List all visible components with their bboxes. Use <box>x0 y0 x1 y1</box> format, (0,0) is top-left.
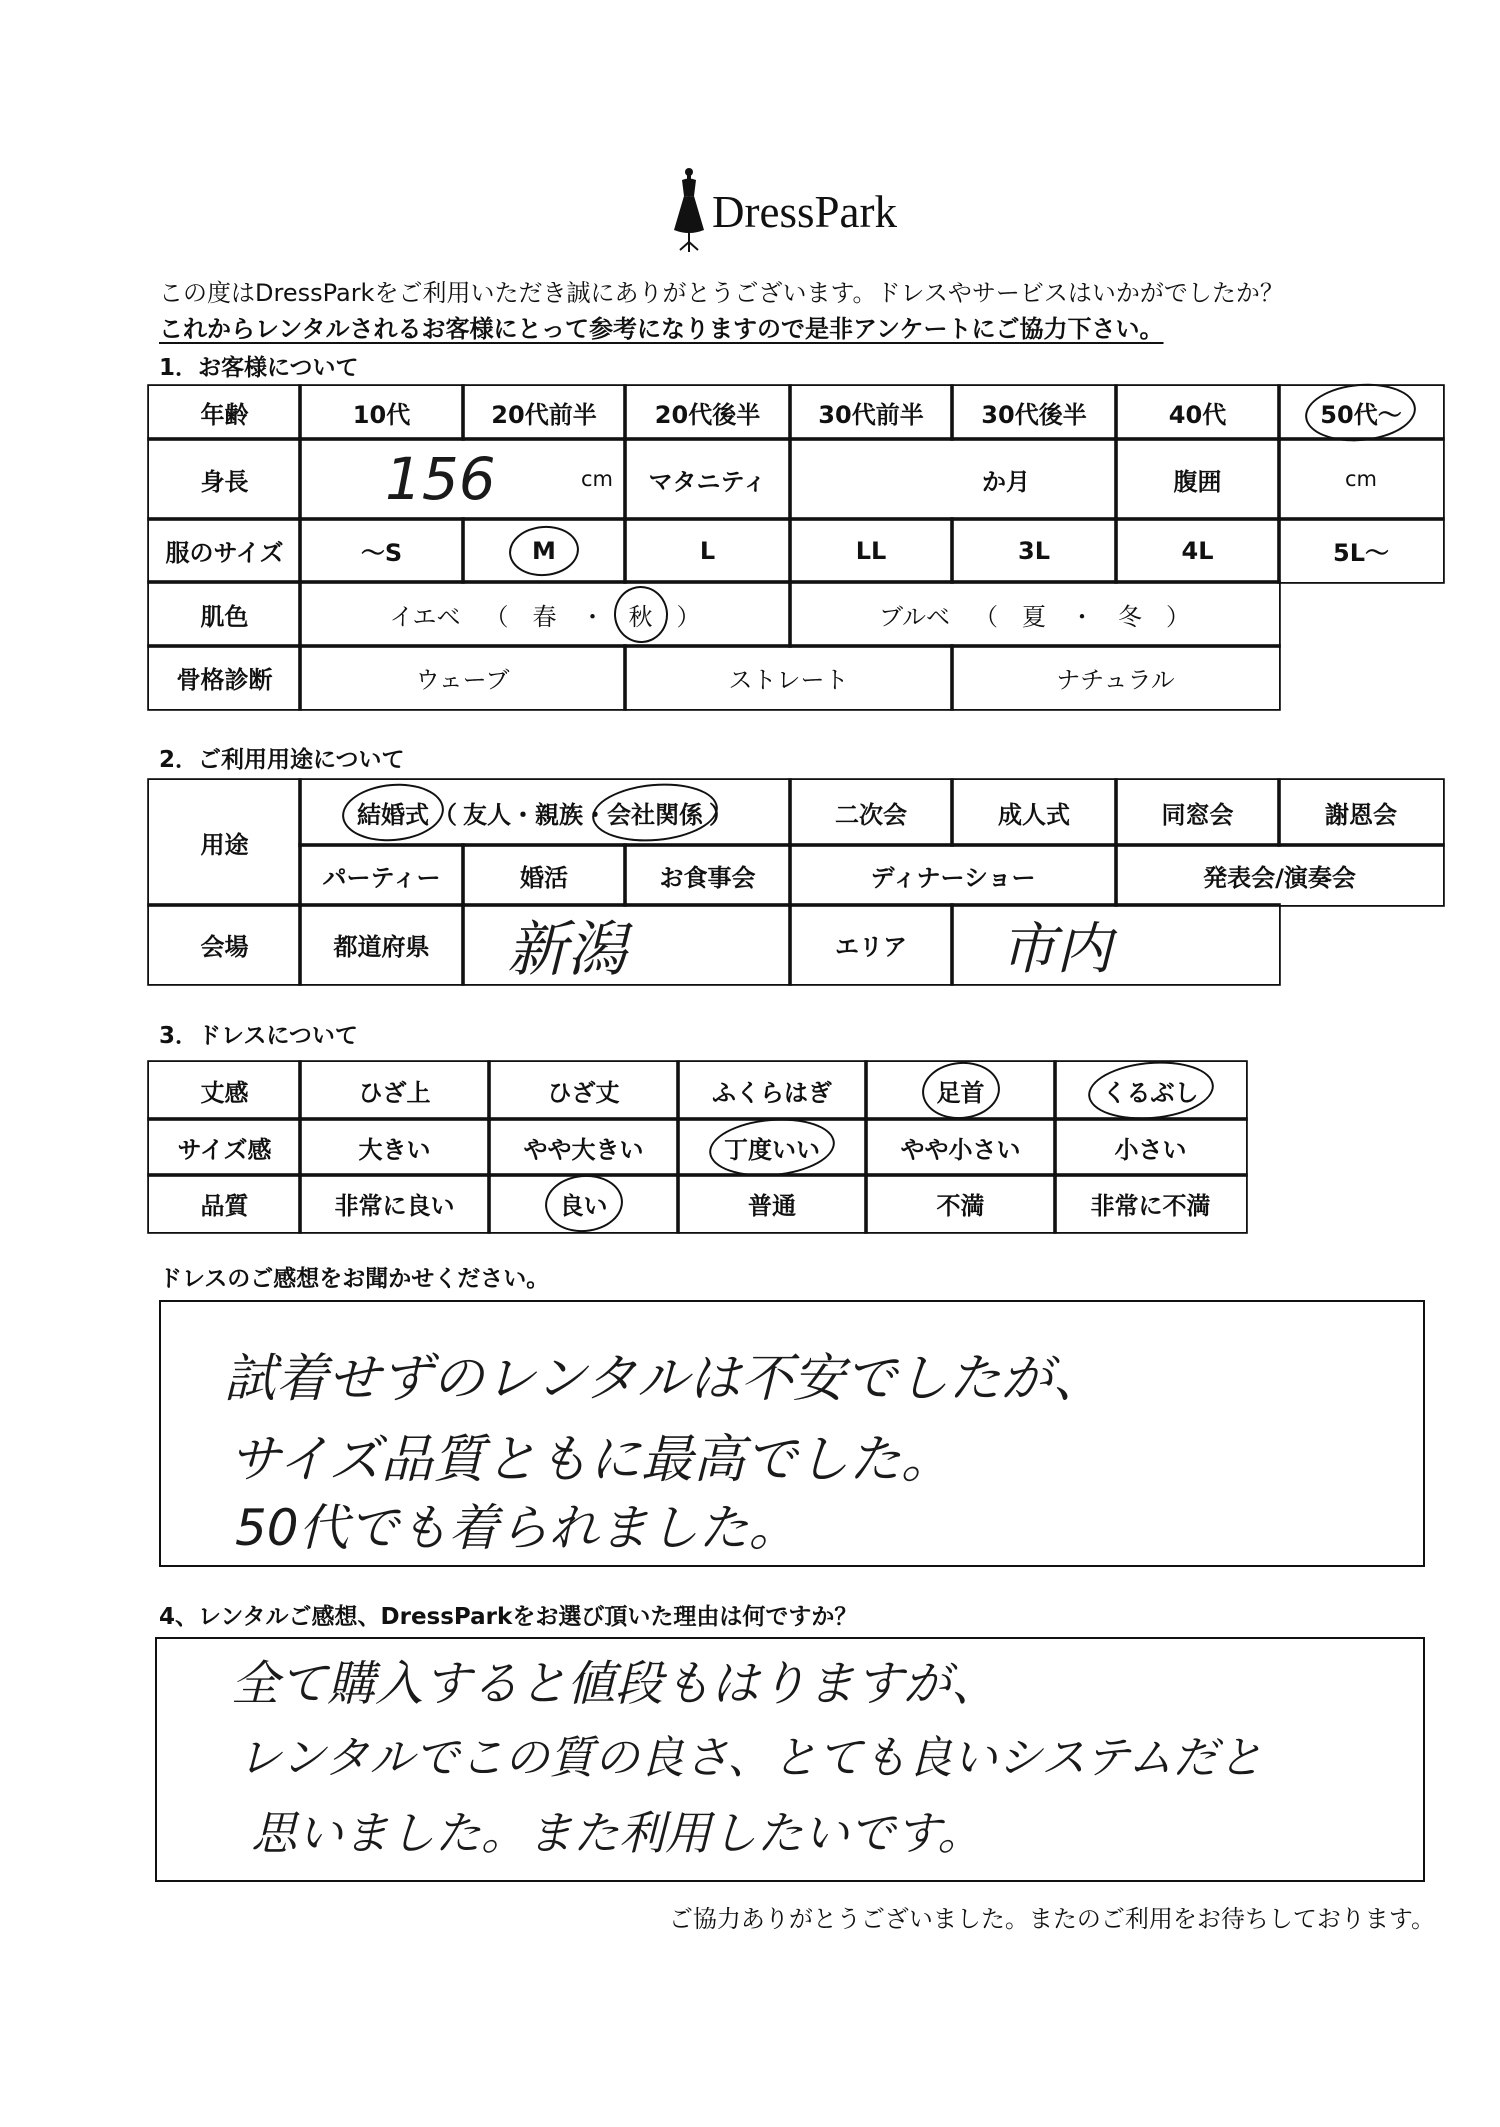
skin-option-autumn: 秋 <box>629 597 653 632</box>
height-value-cell <box>300 439 625 519</box>
age-cell <box>463 386 625 439</box>
fit-cell <box>1055 1119 1246 1175</box>
open-paren: （ <box>433 801 457 829</box>
size-option: 3L <box>1018 536 1050 565</box>
fit-option: 小さい <box>1114 1135 1187 1164</box>
size-option: 4L <box>1181 536 1214 565</box>
dress-comment-box <box>159 1300 1425 1567</box>
prefecture-value-cell <box>463 905 790 984</box>
area-value-cell <box>952 905 1279 984</box>
close-paren: ） <box>709 801 733 829</box>
reason-comment-line: レンタルでこの質の良さ、とても良いシステムだと <box>237 1731 1263 1784</box>
quality-cell <box>1055 1175 1246 1232</box>
wedding-friend-option: 友人 <box>463 801 511 829</box>
age-cell <box>300 386 463 439</box>
size-option: LL <box>855 536 887 565</box>
dress-comment-line: 試着せずのレンタルは不安でしたが、 <box>224 1349 1105 1409</box>
yellow-base-label: イエベ <box>389 602 461 631</box>
venue-label: 会場 <box>149 905 300 984</box>
open-paren: （ <box>974 602 999 631</box>
size-cell <box>300 519 463 582</box>
maternity-unit: か月 <box>982 467 1030 496</box>
age-cell <box>790 386 952 439</box>
blue-base-label: ブルベ <box>878 602 951 631</box>
length-option: ふくらはぎ <box>712 1079 832 1107</box>
quality-option: 普通 <box>748 1192 796 1220</box>
area-label: エリア <box>790 905 952 984</box>
quality-cell <box>489 1175 678 1232</box>
area-value: 市内 <box>1000 916 1112 982</box>
wedding-company-option: 会社関係 <box>607 795 703 830</box>
length-option: ひざ丈 <box>547 1079 620 1107</box>
customer-table <box>149 386 1443 709</box>
prefecture-label: 都道府県 <box>300 905 463 984</box>
intro-line-2: これからレンタルされるお客様にとって参考になりますので是非アンケートにご協力下さい。 <box>159 315 1164 343</box>
fit-label: サイズ感 <box>149 1119 300 1175</box>
fit-option: 丁度いい <box>724 1130 820 1165</box>
size-cell <box>1279 519 1443 582</box>
usage-option-after-party: 二次会 <box>835 801 907 829</box>
dress-comment-prompt: ドレスのご感想をお聞かせください。 <box>159 1266 550 1292</box>
fit-cell <box>866 1119 1055 1175</box>
fit-option: やや大きい <box>523 1135 644 1164</box>
length-option: ひざ上 <box>358 1079 431 1107</box>
size-cell <box>625 519 790 582</box>
skeleton-cell <box>952 646 1279 709</box>
age-option: 20代後半 <box>654 401 761 429</box>
usage-option-reunion: 同窓会 <box>1161 801 1234 829</box>
fit-option: 大きい <box>358 1135 431 1164</box>
size-cell <box>463 519 625 582</box>
separator: ・ <box>1070 602 1095 631</box>
age-option: 10代 <box>352 401 411 429</box>
separator: ・ <box>583 801 607 829</box>
quality-cell <box>300 1175 489 1232</box>
size-cell <box>1116 519 1279 582</box>
skin-option-winter: 冬 <box>1118 602 1143 631</box>
maternity-label: マタニティ <box>625 439 790 519</box>
open-paren: （ <box>484 602 509 631</box>
maternity-months-cell <box>790 439 1116 519</box>
skeleton-label: 骨格診断 <box>149 646 300 709</box>
quality-option: 非常に良い <box>334 1192 455 1220</box>
age-option: 50代～ <box>1320 395 1401 430</box>
skeleton-option-natural: ナチュラル <box>1056 666 1175 694</box>
usage-cell <box>1116 780 1279 845</box>
usage-table <box>149 780 1443 984</box>
length-option: 足首 <box>937 1073 985 1108</box>
skin-label: 肌色 <box>149 582 300 646</box>
age-option: 30代前半 <box>818 401 924 429</box>
skeleton-cell <box>300 646 625 709</box>
height-value: 156 <box>385 445 496 513</box>
section-1-heading: 1．お客様について <box>159 355 359 381</box>
usage-option-matchmaking: 婚活 <box>520 863 568 892</box>
skin-option-summer: 夏 <box>1022 602 1047 631</box>
skin-yellow-base-cell <box>300 582 790 646</box>
length-cell <box>489 1062 678 1119</box>
dress-comment-line: 50代でも着られました。 <box>235 1499 799 1557</box>
skin-option-spring: 春 <box>532 602 557 631</box>
reason-comment-line: 全て購入すると値段もはりますが、 <box>231 1656 1000 1712</box>
separator: ・ <box>511 801 535 829</box>
fit-cell <box>678 1119 866 1175</box>
quality-cell <box>678 1175 866 1232</box>
length-option: くるぶし <box>1103 1073 1199 1108</box>
quality-cell <box>866 1175 1055 1232</box>
skeleton-cell <box>625 646 952 709</box>
close-paren: ） <box>1166 602 1191 631</box>
fit-option: やや小さい <box>900 1135 1021 1164</box>
usage-cell <box>300 845 463 905</box>
close-paren: ） <box>676 602 701 631</box>
length-label: 丈感 <box>149 1062 300 1119</box>
dress-comment-line: サイズ品質ともに最高でした。 <box>229 1430 953 1490</box>
usage-cell <box>952 780 1116 845</box>
usage-option-thanks-party: 謝恩会 <box>1325 801 1397 829</box>
size-option: M <box>524 537 564 565</box>
age-cell <box>1116 386 1279 439</box>
usage-cell <box>625 845 790 905</box>
skeleton-option-straight: ストレート <box>728 666 849 694</box>
usage-option-coming-of-age: 成人式 <box>998 801 1070 829</box>
age-option: 30代後半 <box>981 401 1087 429</box>
quality-option: 非常に不満 <box>1090 1192 1211 1220</box>
quality-label: 品質 <box>149 1175 300 1232</box>
quality-option: 不満 <box>936 1192 985 1220</box>
waist-unit: cm <box>1279 439 1443 519</box>
quality-option: 良い <box>560 1186 608 1221</box>
age-cell <box>952 386 1116 439</box>
fit-cell <box>489 1119 678 1175</box>
height-label: 身長 <box>149 439 300 519</box>
size-cell <box>952 519 1116 582</box>
size-option: ～S <box>360 539 403 567</box>
age-cell <box>625 386 790 439</box>
purpose-label: 用途 <box>149 780 300 905</box>
dress-table <box>149 1062 1246 1232</box>
dress-form-icon <box>672 166 706 252</box>
separator: ・ <box>580 602 605 631</box>
wedding-family-option: 親族 <box>535 801 583 829</box>
usage-option-dinner: お食事会 <box>659 863 756 892</box>
reason-comment-box <box>155 1637 1425 1882</box>
wedding-cell <box>300 780 790 845</box>
length-cell <box>1055 1062 1246 1119</box>
length-cell <box>678 1062 866 1119</box>
prefecture-value: 新潟 <box>507 914 627 985</box>
size-label: 服のサイズ <box>149 519 300 582</box>
size-option: L <box>699 536 716 565</box>
usage-option-recital: 発表会/演奏会 <box>1203 863 1356 892</box>
height-unit: cm <box>580 467 613 491</box>
wedding-option: 結婚式 <box>357 795 429 830</box>
fit-cell <box>300 1119 489 1175</box>
age-option: 20代前半 <box>491 401 597 429</box>
waist-label: 腹囲 <box>1116 439 1279 519</box>
skeleton-option-wave: ウェーブ <box>415 666 510 694</box>
skin-blue-base-cell <box>790 582 1279 646</box>
usage-cell <box>790 845 1116 905</box>
usage-option-party: パーティー <box>322 863 441 892</box>
usage-cell <box>463 845 625 905</box>
age-cell <box>1279 386 1443 439</box>
section-2-heading: 2．ご利用用途について <box>159 747 405 773</box>
length-cell <box>300 1062 489 1119</box>
reason-comment-line: 思いました。また利用したいです。 <box>251 1806 984 1860</box>
usage-option-dinner-show: ディナーショー <box>870 863 1036 892</box>
footer-thanks: ご協力ありがとうございました。またのご利用をお待ちしております。 <box>668 1905 1435 1933</box>
usage-cell <box>1279 780 1443 845</box>
intro-line-1: この度はDressParkをご利用いただき誠にありがとうございます。ドレスやサービスはいかがでしたか？ <box>159 279 1284 307</box>
length-cell <box>866 1062 1055 1119</box>
brand-name: DressPark <box>712 187 897 237</box>
usage-cell <box>790 780 952 845</box>
section-4-heading: 4、レンタルご感想、DressParkをお選び頂いた理由は何ですか？ <box>159 1604 858 1630</box>
age-label: 年齢 <box>149 386 300 439</box>
usage-cell <box>1116 845 1443 905</box>
section-3-heading: 3．ドレスについて <box>159 1023 358 1049</box>
age-option: 40代 <box>1168 401 1227 429</box>
size-option: 5L～ <box>1333 539 1389 567</box>
size-cell <box>790 519 952 582</box>
